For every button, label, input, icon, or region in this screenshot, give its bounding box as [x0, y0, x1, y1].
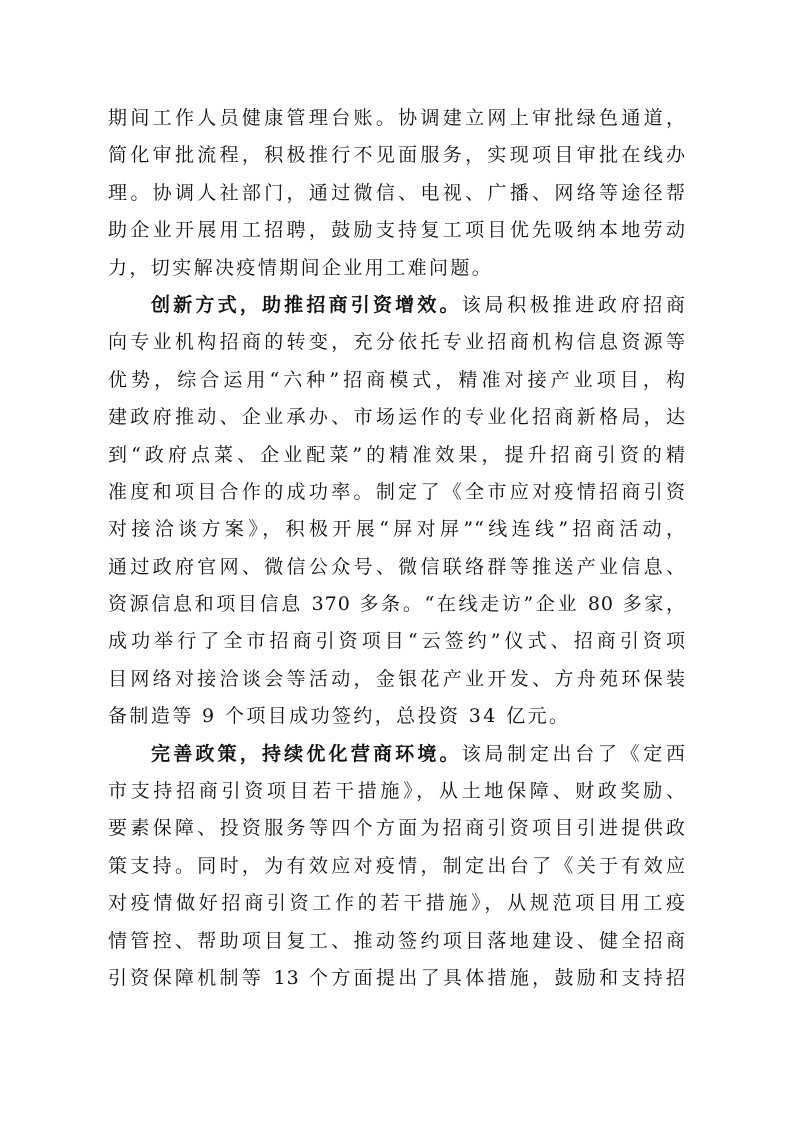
- line-text: 力，切实解决疫情期间企业用工难问题。: [108, 256, 494, 279]
- paragraph-heading-line: [108, 742, 686, 779]
- line-text: 准度和项目合作的成功率。制定了《全市应对疫情招商引资: [108, 480, 686, 503]
- paragraph-heading-line: [108, 293, 686, 330]
- line-text: 目网络对接洽谈会等活动，金银花产业开发、方舟苑环保装: [108, 667, 686, 690]
- text-line: [108, 854, 686, 891]
- text-line: [108, 443, 686, 480]
- line-text: 期间工作人员健康管理台账。协调建立网上审批绿色通道，: [108, 107, 686, 129]
- line-text: 优势，综合运用“六种”招商模式，精准对接产业项目，构: [108, 368, 686, 391]
- text-line: [108, 517, 686, 554]
- text-line: [108, 330, 686, 367]
- line-text: 该局积极推进政府招商: [461, 293, 686, 316]
- line-text: 建政府推动、企业承办、市场运作的专业化招商新格局，达: [108, 406, 686, 429]
- text-line: [108, 966, 686, 1003]
- document-page: [108, 106, 686, 1003]
- line-text: 备制造等 9 个项目成功签约，总投资 34 亿元。: [108, 705, 571, 728]
- line-text: 助企业开展用工招聘，鼓励支持复工项目优先吸纳本地劳动: [108, 219, 686, 242]
- text-line: [108, 143, 686, 180]
- bold-lead-in: 完善政策，持续优化营商环境。: [151, 742, 462, 765]
- line-text: 理。协调人社部门，通过微信、电视、广播、网络等途径帮: [108, 181, 686, 204]
- line-text: 通过政府官网、微信公众号、微信联络群等推送产业信息、: [108, 555, 686, 578]
- text-line: [108, 667, 686, 704]
- text-line: [108, 629, 686, 666]
- line-text: 对疫情做好招商引资工作的若干措施》，从规范项目用工疫: [108, 892, 686, 915]
- text-line: [108, 929, 686, 966]
- text-line: [108, 816, 686, 853]
- line-text: 对接洽谈方案》，积极开展“屏对屏”“线连线”招商活动，: [108, 518, 686, 541]
- line-text: 到“政府点菜、企业配菜”的精准效果，提升招商引资的精: [108, 443, 686, 466]
- text-line: [108, 256, 686, 293]
- line-text: 向专业机构招商的转变，充分依托专业招商机构信息资源等: [108, 331, 686, 354]
- line-text: 引资保障机制等 13 个方面提出了具体措施，鼓励和支持招: [108, 966, 686, 989]
- text-line: [108, 181, 686, 218]
- line-text: 资源信息和项目信息 370 多条。“在线走访”企业 80 多家，: [108, 593, 686, 616]
- text-line: [108, 891, 686, 928]
- text-line: [108, 704, 686, 741]
- text-line: [108, 106, 686, 143]
- line-text: 要素保障、投资服务等四个方面为招商引资项目引进提供政: [108, 817, 686, 840]
- text-line: [108, 555, 686, 592]
- text-line: [108, 405, 686, 442]
- bold-lead-in: 创新方式，助推招商引资增效。: [151, 293, 462, 316]
- line-text: 情管控、帮助项目复工、推动签约项目落地建设、健全招商: [108, 929, 686, 952]
- line-text: 市支持招商引资项目若干措施》，从土地保障、财政奖励、: [108, 780, 686, 803]
- text-line: [108, 592, 686, 629]
- line-text: 该局制定出台了《定西: [461, 742, 686, 765]
- text-line: [108, 218, 686, 255]
- line-text: 简化审批流程，积极推行不见面服务，实现项目审批在线办: [108, 144, 686, 167]
- text-line: [108, 480, 686, 517]
- text-line: [108, 368, 686, 405]
- line-text: 成功举行了全市招商引资项目“云签约”仪式、招商引资项: [108, 630, 686, 653]
- text-line: [108, 779, 686, 816]
- line-text: 策支持。同时，为有效应对疫情，制定出台了《关于有效应: [108, 854, 686, 877]
